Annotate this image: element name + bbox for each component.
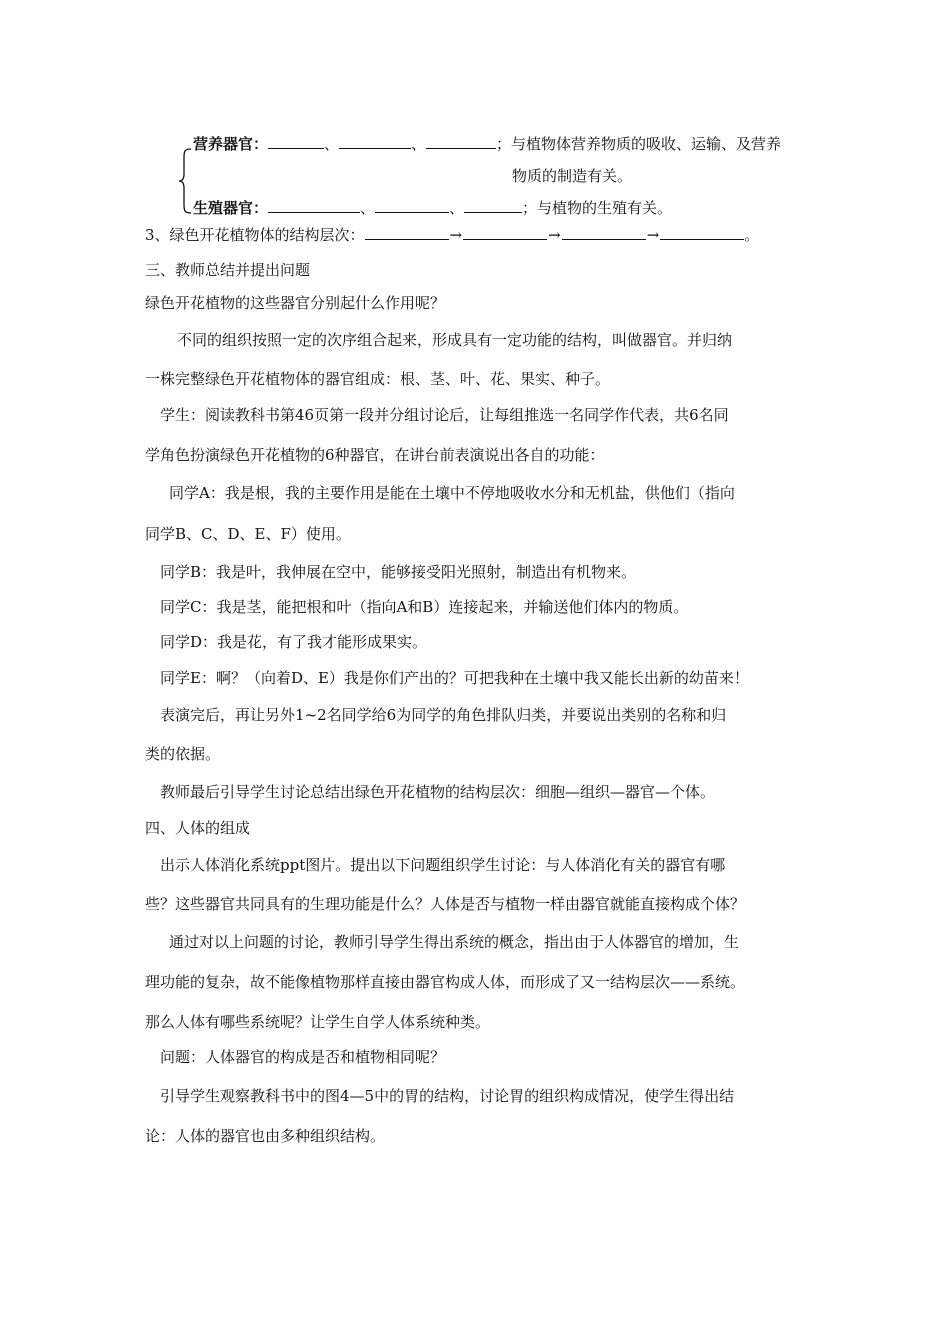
paragraph-line: 同学C：我是茎，能把根和叶（指向A和B）连接起来，并输送他们体内的物质。 (160, 598, 689, 616)
structure-levels-end: 。 (744, 226, 760, 244)
paragraph-line: 一株完整绿色开花植物体的器官组成：根、茎、叶、花、果实、种子。 (145, 370, 611, 388)
level-blank-2 (463, 225, 547, 240)
paragraph-line: 引导学生观察教科书中的图4—5中的胃的结构，讨论胃的组织构成情况，使学生得出结 (160, 1087, 735, 1105)
structure-levels-row (145, 225, 759, 245)
paragraph-line: 那么人体有哪些系统呢？让学生自学人体系统种类。 (145, 1013, 491, 1031)
paragraph-line: 出示人体消化系统ppt图片。提出以下问题组织学生讨论：与人体消化有关的器官有哪 (160, 856, 726, 874)
reproductive-blank-1 (268, 198, 360, 213)
paragraph-line: 同学B、C、D、E、F）使用。 (145, 525, 351, 543)
vegetative-blank-3 (426, 134, 496, 149)
paragraph-line: 理功能的复杂，故不能像植物那样直接由器官构成人体，而形成了又一结构层次——系统。 (145, 973, 746, 991)
level-blank-1 (365, 225, 449, 240)
vegetative-organs-label: 营养器官： (193, 135, 269, 153)
reproductive-organs-row (193, 198, 672, 218)
paragraph-line: 不同的组织按照一定的次序组合起来，形成具有一定功能的结构，叫做器官。并归纳 (177, 331, 733, 349)
paragraph-line: 教师最后引导学生讨论总结出绿色开花植物的结构层次：细胞—组织—器官—个体。 (160, 783, 716, 801)
separator: 、 (411, 135, 427, 153)
paragraph-line: 同学A：我是根，我的主要作用是能在土壤中不停地吸收水分和无机盐，供他们（指向 (169, 484, 735, 502)
vegetative-organs-row (193, 134, 781, 154)
vegetative-blank-2 (339, 134, 411, 149)
paragraph-line: 学角色扮演绿色开花植物的6种器官，在讲台前表演说出各自的功能： (145, 446, 605, 464)
paragraph-line: 类的依据。 (145, 745, 221, 763)
arrow-icon: → (548, 226, 561, 244)
section-heading: 三、教师总结并提出问题 (145, 261, 311, 279)
paragraph-line: 绿色开花植物的这些器官分别起什么作用呢？ (145, 294, 446, 312)
paragraph-line: 论：人体的器官也由多种组织结构。 (145, 1127, 386, 1145)
paragraph-line: 通过对以上问题的讨论，教师引导学生得出系统的概念，指出由于人体器官的增加，生 (169, 933, 740, 951)
reproductive-blank-3 (464, 198, 522, 213)
reproductive-blank-2 (375, 198, 449, 213)
paragraph-line: 学生：阅读教科书第46页第一段并分组讨论后，让每组推选一名同学作代表，共6名同 (160, 406, 729, 424)
curly-brace-icon (178, 148, 192, 214)
section-heading: 四、人体的组成 (145, 819, 251, 837)
level-blank-4 (660, 225, 744, 240)
paragraph-line: 同学E：啊？（向着D、E）我是你们产出的？可把我种在土壤中我又能长出新的幼苗来！ (160, 669, 749, 687)
arrow-icon: → (449, 226, 463, 244)
structure-levels-prefix: 3、绿色开花植物体的结构层次： (145, 226, 365, 244)
vegetative-blank-1 (268, 134, 324, 149)
level-blank-3 (562, 225, 646, 240)
paragraph-line: 些？这些器官共同具有的生理功能是什么？人体是否与植物一样由器官就能直接构成个体？ (145, 895, 746, 913)
reproductive-description: ；与植物的生殖有关。 (522, 199, 673, 217)
separator: 、 (449, 199, 465, 217)
reproductive-organs-label: 生殖器官： (193, 199, 269, 217)
separator: 、 (360, 199, 376, 217)
vegetative-description: ；与植物体营养物质的吸收、运输、及营养 (496, 135, 782, 153)
separator: 、 (324, 135, 340, 153)
paragraph-line: 同学D：我是花，有了我才能形成果实。 (160, 633, 428, 651)
paragraph-line: 问题：人体器官的构成是否和植物相同呢？ (160, 1048, 446, 1066)
paragraph-line: 表演完后，再让另外1~2名同学给6为同学的角色排队归类，并要说出类别的名称和归 (160, 706, 727, 724)
vegetative-description-cont: 物质的制造有关。 (512, 167, 633, 185)
arrow-icon: → (646, 226, 660, 244)
paragraph-line: 同学B：我是叶，我伸展在空中，能够接受阳光照射，制造出有机物来。 (160, 563, 637, 581)
